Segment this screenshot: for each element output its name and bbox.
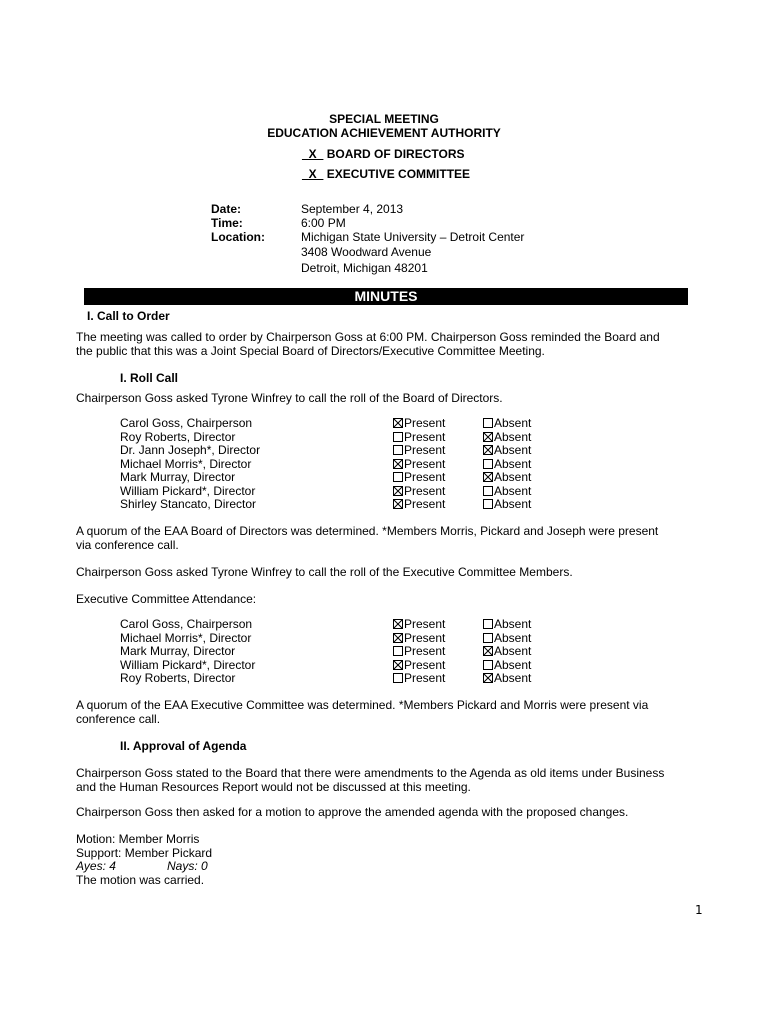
absent-checkbox[interactable] bbox=[483, 445, 493, 455]
absent-checkbox[interactable] bbox=[483, 499, 493, 509]
attendance-row bbox=[120, 485, 580, 499]
absent-checkbox[interactable] bbox=[483, 432, 493, 442]
absent-label: Absent bbox=[494, 497, 532, 511]
attendance-row bbox=[120, 659, 580, 673]
motion-carried: The motion was carried. bbox=[76, 873, 205, 887]
meeting-type: SPECIAL MEETING bbox=[329, 112, 439, 126]
board-of-directors-line bbox=[302, 147, 465, 161]
page-number: 1 bbox=[695, 903, 703, 917]
absent-label: Absent bbox=[494, 671, 532, 685]
agenda-para1-line1: Chairperson Goss stated to the Board that there were amendments to the Agenda as old items under Business bbox=[76, 766, 665, 780]
present-label: Present bbox=[404, 630, 446, 645]
support-line: Support: Member Pickard bbox=[76, 846, 213, 860]
attendance-row bbox=[120, 632, 580, 646]
board-label: BOARD OF DIRECTORS bbox=[326, 147, 465, 161]
board-mark: _X_ bbox=[302, 147, 324, 161]
executive-committee-line bbox=[302, 167, 470, 181]
present-label: Present bbox=[404, 456, 446, 471]
minutes-title-bar: MINUTES bbox=[84, 288, 688, 305]
present-checkbox[interactable] bbox=[393, 486, 403, 496]
absent-checkbox[interactable] bbox=[483, 472, 493, 482]
attendance-row bbox=[120, 417, 580, 431]
attendance-row bbox=[120, 498, 580, 512]
absent-checkbox[interactable] bbox=[483, 660, 493, 670]
present-label: Present bbox=[404, 644, 446, 658]
organization-name: EDUCATION ACHIEVEMENT AUTHORITY bbox=[267, 126, 501, 140]
ayes-count: Ayes: 4 bbox=[76, 859, 116, 873]
present-checkbox[interactable] bbox=[393, 472, 403, 482]
present-label: Present bbox=[404, 617, 446, 631]
attendance-row bbox=[120, 672, 580, 686]
member-name: Roy Roberts, Director bbox=[120, 429, 236, 444]
member-name: Carol Goss, Chairperson bbox=[120, 416, 253, 430]
present-label: Present bbox=[404, 443, 446, 457]
present-checkbox[interactable] bbox=[393, 619, 403, 629]
time-label: Time: bbox=[211, 216, 243, 230]
member-name: Dr. Jann Joseph*, Director bbox=[120, 443, 261, 457]
absent-checkbox[interactable] bbox=[483, 633, 493, 643]
call-to-order-text-line1: The meeting was called to order by Chairperson Goss at 6:00 PM. Chairperson Goss reminded the Board and bbox=[76, 330, 660, 344]
absent-checkbox[interactable] bbox=[483, 486, 493, 496]
present-checkbox[interactable] bbox=[393, 459, 403, 469]
motion-line: Motion: Member Morris bbox=[76, 832, 200, 846]
present-label: Present bbox=[404, 470, 446, 484]
member-name: Shirley Stancato, Director bbox=[120, 497, 257, 511]
present-checkbox[interactable] bbox=[393, 660, 403, 670]
present-checkbox[interactable] bbox=[393, 673, 403, 683]
member-name: Roy Roberts, Director bbox=[120, 671, 236, 685]
nays-count: Nays: 0 bbox=[167, 859, 208, 873]
present-label: Present bbox=[404, 657, 446, 672]
member-name: William Pickard*, Director bbox=[120, 657, 256, 672]
member-name: Carol Goss, Chairperson bbox=[120, 617, 253, 631]
board-quorum-line2: via conference call. bbox=[76, 538, 179, 552]
exec-quorum-line2: conference call. bbox=[76, 712, 161, 726]
absent-label: Absent bbox=[494, 456, 532, 471]
absent-checkbox[interactable] bbox=[483, 459, 493, 469]
roll-call-intro: Chairperson Goss asked Tyrone Winfrey to call the roll of the Board of Directors. bbox=[76, 391, 503, 405]
call-to-order-heading: I. Call to Order bbox=[87, 309, 170, 323]
absent-label: Absent bbox=[494, 644, 532, 658]
location-line3: Detroit, Michigan 48201 bbox=[301, 261, 428, 275]
absent-label: Absent bbox=[494, 429, 532, 444]
member-name: Michael Morris*, Director bbox=[120, 456, 252, 471]
exec-attendance-label: Executive Committee Attendance: bbox=[76, 592, 257, 606]
absent-checkbox[interactable] bbox=[483, 619, 493, 629]
exec-roll-intro: Chairperson Goss asked Tyrone Winfrey to call the roll of the Executive Committee Members. bbox=[76, 565, 573, 579]
location-line1: Michigan State University – Detroit Center bbox=[301, 230, 525, 244]
present-label: Present bbox=[404, 483, 446, 498]
exec-quorum-line1: A quorum of the EAA Executive Committee was determined. *Members Pickard and Morris were present via bbox=[76, 698, 649, 712]
absent-label: Absent bbox=[494, 443, 532, 457]
present-label: Present bbox=[404, 429, 446, 444]
member-name: William Pickard*, Director bbox=[120, 483, 256, 498]
present-label: Present bbox=[404, 416, 446, 430]
absent-label: Absent bbox=[494, 617, 532, 631]
member-name: Michael Morris*, Director bbox=[120, 630, 252, 645]
agenda-para1-line2: and the Human Resources Report would not be discussed at this meeting. bbox=[76, 780, 471, 794]
date-value: September 4, 2013 bbox=[301, 202, 404, 216]
attendance-row bbox=[120, 645, 580, 659]
absent-label: Absent bbox=[494, 416, 532, 430]
date-label: Date: bbox=[211, 202, 242, 216]
member-name: Mark Murray, Director bbox=[120, 470, 236, 484]
attendance-row bbox=[120, 444, 580, 458]
present-checkbox[interactable] bbox=[393, 432, 403, 442]
present-label: Present bbox=[404, 497, 446, 511]
exec-label: EXECUTIVE COMMITTEE bbox=[326, 167, 471, 181]
time-value: 6:00 PM bbox=[301, 216, 346, 230]
member-name: Mark Murray, Director bbox=[120, 644, 236, 658]
absent-checkbox[interactable] bbox=[483, 418, 493, 428]
present-checkbox[interactable] bbox=[393, 499, 403, 509]
location-line2: 3408 Woodward Avenue bbox=[301, 245, 432, 259]
attendance-row bbox=[120, 458, 580, 472]
board-quorum-line1: A quorum of the EAA Board of Directors was determined. *Members Morris, Pickard and Joseph were present bbox=[76, 524, 659, 538]
absent-label: Absent bbox=[494, 483, 532, 498]
roll-call-heading: I. Roll Call bbox=[120, 371, 179, 385]
present-checkbox[interactable] bbox=[393, 633, 403, 643]
present-checkbox[interactable] bbox=[393, 445, 403, 455]
absent-label: Absent bbox=[494, 630, 532, 645]
present-checkbox[interactable] bbox=[393, 418, 403, 428]
location-label: Location: bbox=[211, 230, 265, 244]
attendance-row bbox=[120, 431, 580, 445]
agenda-para2: Chairperson Goss then asked for a motion to approve the amended agenda with the proposed changes. bbox=[76, 805, 629, 819]
attendance-row bbox=[120, 471, 580, 485]
absent-label: Absent bbox=[494, 470, 532, 484]
absent-checkbox[interactable] bbox=[483, 673, 493, 683]
absent-label: Absent bbox=[494, 657, 532, 672]
attendance-row bbox=[120, 618, 580, 632]
exec-mark: _X_ bbox=[302, 167, 324, 181]
present-checkbox[interactable] bbox=[393, 646, 403, 656]
call-to-order-text-line2: the public that this was a Joint Special Board of Directors/Executive Committee Meeting. bbox=[76, 344, 545, 358]
present-label: Present bbox=[404, 671, 446, 685]
agenda-heading: II. Approval of Agenda bbox=[120, 739, 247, 753]
absent-checkbox[interactable] bbox=[483, 646, 493, 656]
